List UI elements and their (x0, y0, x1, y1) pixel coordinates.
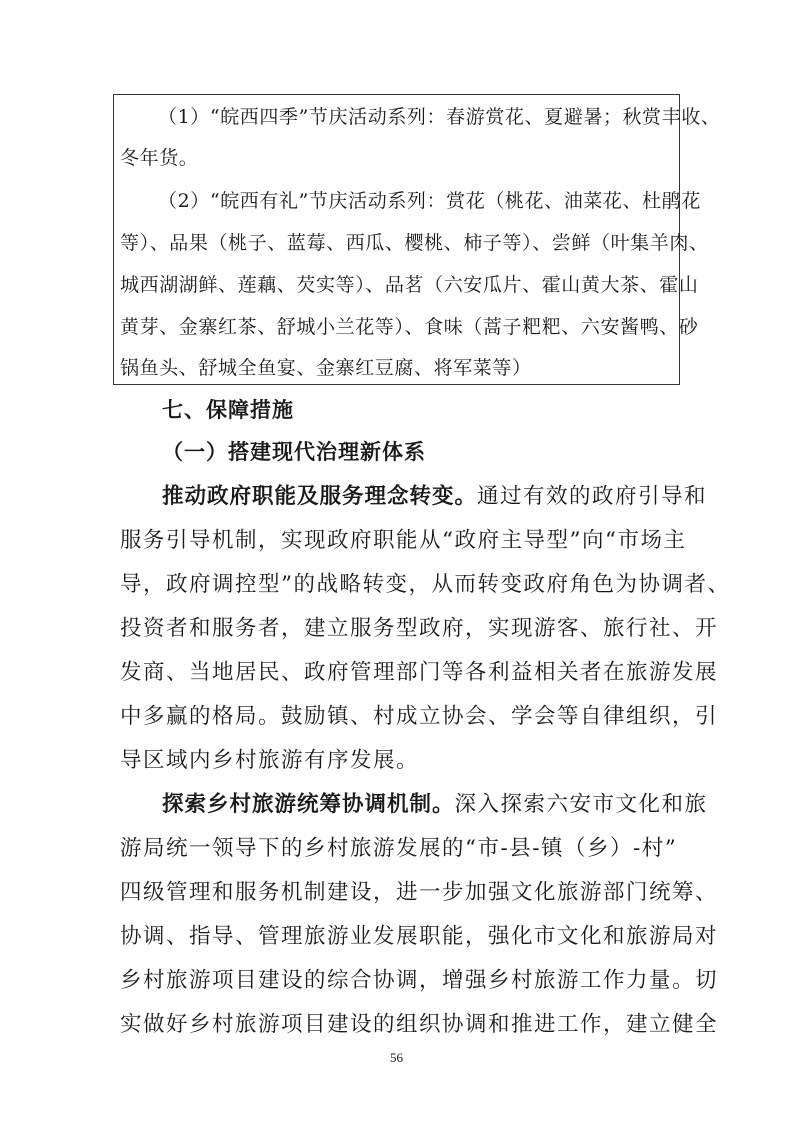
paragraph-line: 导，政府调控型”的战略转变，从而转变政府角色为协调者、 (120, 572, 731, 597)
paragraph-line: 发商、当地居民、政府管理部门等各利益相关者在旅游发展 (120, 660, 719, 685)
paragraph-lead: 探索乡村旅游统筹协调机制。 (162, 792, 455, 817)
section-heading: 七、保障措施 (162, 398, 294, 422)
box-line: 冬年货。 (120, 147, 199, 169)
box-line: 等）、品果（桃子、蓝莓、西瓜、樱桃、柿子等）、尝鲜（叶集羊肉、 (120, 232, 709, 254)
paragraph-line: 四级管理和服务机制建设，进一步加强文化旅游部门统筹、 (120, 880, 719, 905)
paragraph-text: 深入探索六安市文化和旅 (454, 792, 708, 817)
paragraph-lead: 推动政府职能及服务理念转变。 (162, 484, 478, 509)
paragraph-first-line (162, 486, 707, 508)
box-line: 锅鱼头、舒城全鱼宴、金寨红豆腐、将军菜等） (120, 357, 532, 379)
subsection-heading: （一）搭建现代治理新体系 (162, 440, 426, 464)
paragraph-line: 投资者和服务者，建立服务型政府，实现游客、旅行社、开 (120, 616, 719, 641)
box-line: 黄芽、金寨红茶、舒城小兰花等）、食味（蒿子粑粑、六安酱鸭、砂 (120, 316, 699, 338)
box-line: （1）“皖西四季”节庆活动系列：春游赏花、夏避暑；秋赏丰收、 (158, 106, 721, 128)
page-number: 56 (390, 1050, 403, 1065)
paragraph-text: 通过有效的政府引导和 (477, 484, 708, 509)
paragraph-line: 中多赢的格局。鼓励镇、村成立协会、学会等自律组织，引 (120, 704, 719, 729)
paragraph-line: 服务引导机制，实现政府职能从“政府主导型”向“市场主 (120, 528, 687, 553)
paragraph-line: 乡村旅游项目建设的综合协调，增强乡村旅游工作力量。切 (120, 968, 719, 993)
paragraph-line: 协调、指导、管理旅游业发展职能，强化市文化和旅游局对 (120, 924, 719, 949)
paragraph-line: 游局统一领导下的乡村旅游发展的“市-县-镇（乡）-村” (120, 836, 678, 861)
paragraph-line: 导区域内乡村旅游有序发展。 (120, 748, 420, 773)
paragraph-line: 实做好乡村旅游项目建设的组织协调和推进工作，建立健全 (120, 1012, 719, 1037)
paragraph-first-line (162, 794, 708, 816)
box-line: 城西湖湖鲜、莲藕、芡实等）、品茗（六安瓜片、霍山黄大茶、霍山 (120, 274, 699, 296)
box-line: （2）“皖西有礼”节庆活动系列：赏花（桃花、油菜花、杜鹃花 (158, 190, 701, 212)
